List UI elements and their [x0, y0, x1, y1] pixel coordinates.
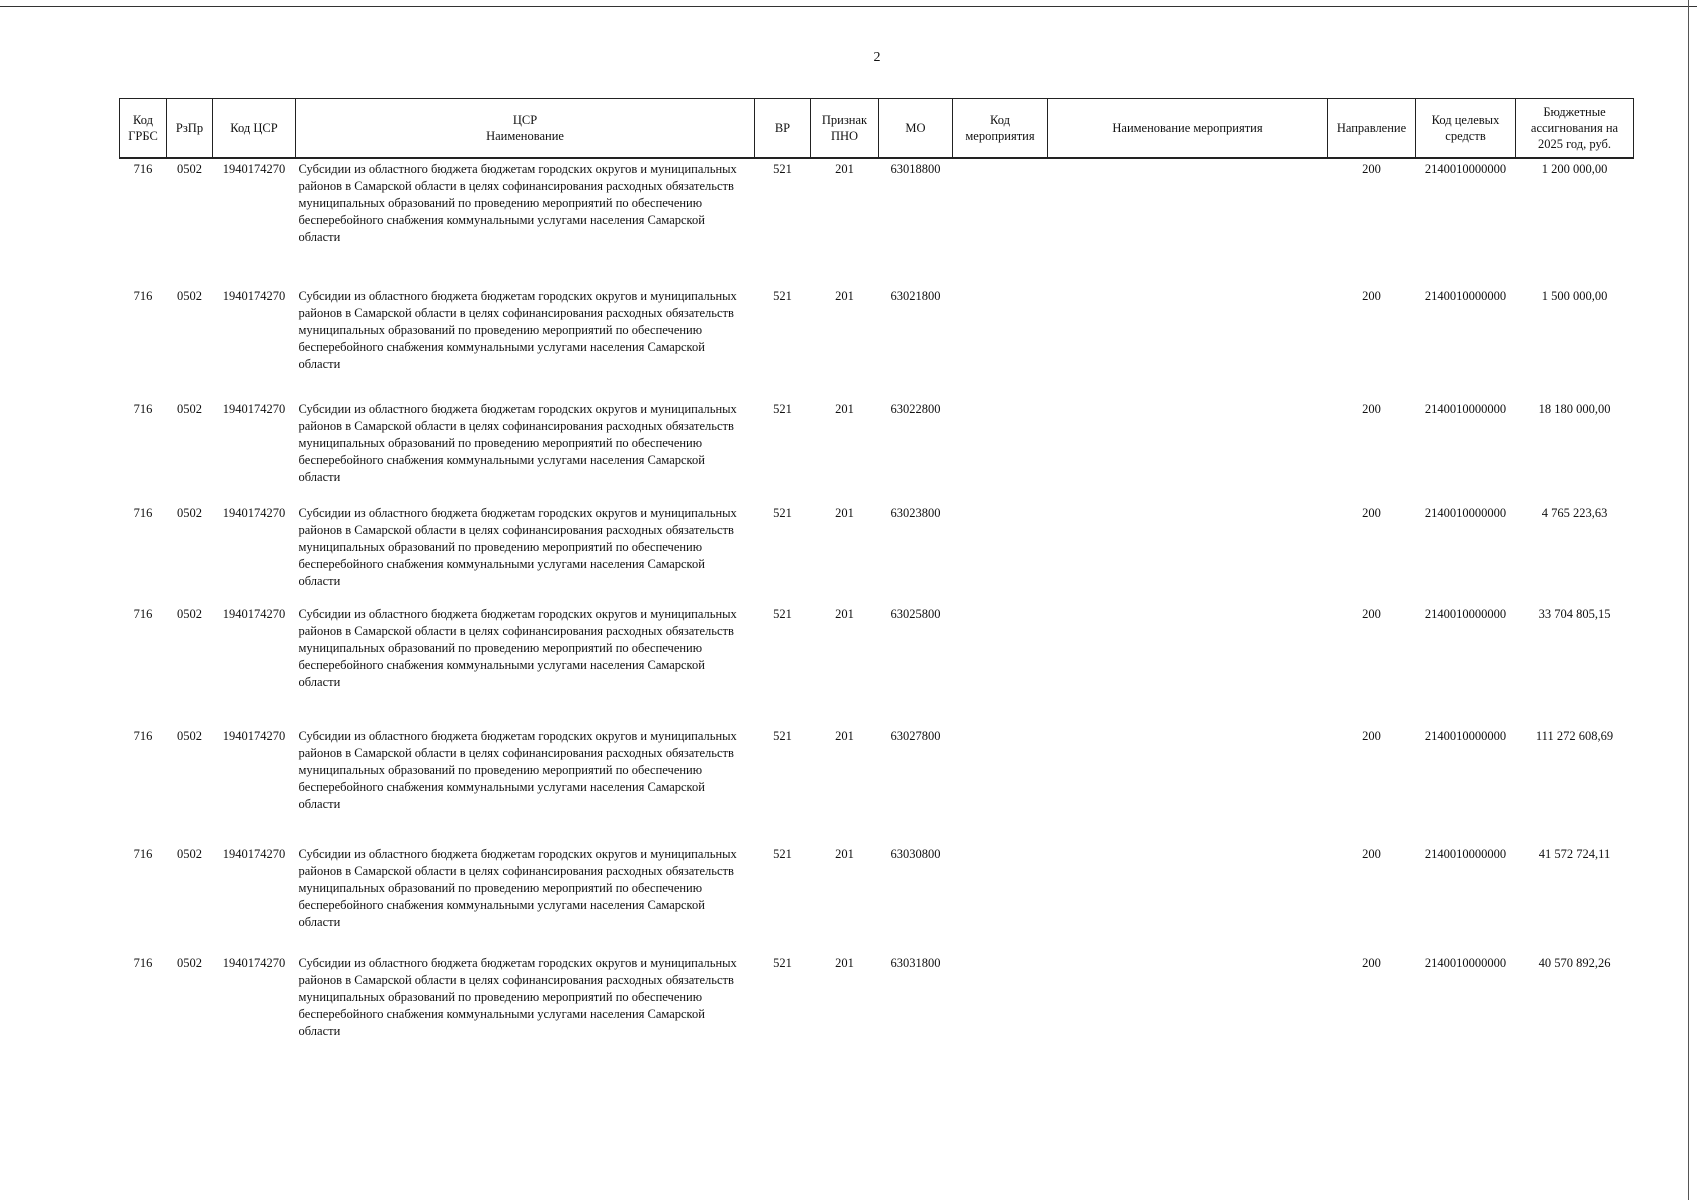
- cell-csr-code: 1940174270: [222, 162, 286, 176]
- cell-direction: 200: [1362, 162, 1381, 176]
- cell-allocation: 1 500 000,00: [1541, 289, 1608, 303]
- cell-pno: 201: [835, 402, 854, 416]
- cell-rzpr: 0502: [177, 956, 202, 970]
- page-edge: [1688, 0, 1689, 1200]
- cell-grbs: 716: [133, 506, 153, 520]
- cell-direction: 200: [1362, 956, 1381, 970]
- cell-event-code: [953, 726, 1048, 844]
- cell-csr-code: 1940174270: [222, 402, 286, 416]
- header-rzpr: РзПр: [167, 99, 213, 159]
- cell-grbs: 716: [133, 607, 153, 621]
- cell-vr: 521: [773, 729, 792, 743]
- cell-pno: 201: [835, 506, 854, 520]
- cell-direction: 200: [1362, 402, 1381, 416]
- table-row: [120, 726, 1634, 844]
- cell-rzpr: 0502: [177, 162, 202, 176]
- cell-target-code: 2140010000000: [1424, 729, 1507, 743]
- table-row: [120, 503, 1634, 604]
- cell-event-code: [953, 286, 1048, 399]
- cell-csr-code: 1940174270: [222, 506, 286, 520]
- cell-event-name: [1048, 503, 1328, 604]
- header-mo: МО: [879, 99, 953, 159]
- header-csr-name: ЦСР Наименование: [296, 99, 755, 159]
- cell-grbs: 716: [133, 162, 153, 176]
- cell-mo: 63027800: [890, 729, 941, 743]
- top-rule: [0, 6, 1697, 7]
- cell-mo: 63025800: [890, 607, 941, 621]
- cell-direction: 200: [1362, 607, 1381, 621]
- cell-pno: 201: [835, 847, 854, 861]
- cell-target-code: 2140010000000: [1424, 607, 1507, 621]
- cell-allocation: 4 765 223,63: [1541, 506, 1608, 520]
- cell-event-code: [953, 953, 1048, 1053]
- cell-mo: 63023800: [890, 506, 941, 520]
- cell-event-name: [1048, 726, 1328, 844]
- cell-allocation: 33 704 805,15: [1538, 607, 1611, 621]
- table-body: [120, 158, 1634, 1053]
- header-event-code: Код мероприятия: [953, 99, 1048, 159]
- cell-allocation: 1 200 000,00: [1541, 162, 1608, 176]
- cell-csr-name: Субсидии из областного бюджета бюджетам городских округов и муниципальных районов в Самарской области в целях софинансирования расходных обязательств муниципальных образований по проведению мероприятий по обеспечению бесперебойного снабжения коммунальными услугами населения Самарской области: [298, 607, 737, 689]
- header-direction: Направление: [1328, 99, 1416, 159]
- table-row: [120, 286, 1634, 399]
- cell-pno: 201: [835, 956, 854, 970]
- cell-vr: 521: [773, 847, 792, 861]
- cell-vr: 521: [773, 402, 792, 416]
- table-row: [120, 158, 1634, 286]
- cell-grbs: 716: [133, 956, 153, 970]
- cell-event-code: [953, 399, 1048, 503]
- cell-rzpr: 0502: [177, 289, 202, 303]
- cell-rzpr: 0502: [177, 729, 202, 743]
- cell-csr-name: Субсидии из областного бюджета бюджетам городских округов и муниципальных районов в Самарской области в целях софинансирования расходных обязательств муниципальных образований по проведению мероприятий по обеспечению бесперебойного снабжения коммунальными услугами населения Самарской области: [298, 402, 737, 484]
- cell-event-code: [953, 844, 1048, 953]
- header-pno: Признак ПНО: [811, 99, 879, 159]
- cell-mo: 63021800: [890, 289, 941, 303]
- cell-rzpr: 0502: [177, 506, 202, 520]
- cell-target-code: 2140010000000: [1424, 289, 1507, 303]
- cell-grbs: 716: [133, 729, 153, 743]
- table-row: [120, 844, 1634, 953]
- cell-allocation: 18 180 000,00: [1538, 402, 1611, 416]
- cell-vr: 521: [773, 956, 792, 970]
- cell-rzpr: 0502: [177, 607, 202, 621]
- table-header-row: [120, 99, 1634, 159]
- header-csr-code: Код ЦСР: [213, 99, 296, 159]
- cell-csr-name: Субсидии из областного бюджета бюджетам городских округов и муниципальных районов в Самарской области в целях софинансирования расходных обязательств муниципальных образований по проведению мероприятий по обеспечению бесперебойного снабжения коммунальными услугами населения Самарской области: [298, 956, 737, 1038]
- cell-event-name: [1048, 953, 1328, 1053]
- cell-csr-code: 1940174270: [222, 847, 286, 861]
- cell-csr-code: 1940174270: [222, 289, 286, 303]
- cell-mo: 63030800: [890, 847, 941, 861]
- cell-event-code: [953, 604, 1048, 726]
- header-grbs: Код ГРБС: [120, 99, 167, 159]
- cell-allocation: 41 572 724,11: [1538, 847, 1611, 861]
- header-event-name: Наименование мероприятия: [1048, 99, 1328, 159]
- table-row: [120, 604, 1634, 726]
- cell-direction: 200: [1362, 506, 1381, 520]
- cell-pno: 201: [835, 729, 854, 743]
- cell-pno: 201: [835, 607, 854, 621]
- cell-event-name: [1048, 399, 1328, 503]
- cell-target-code: 2140010000000: [1424, 506, 1507, 520]
- cell-event-name: [1048, 158, 1328, 286]
- cell-target-code: 2140010000000: [1424, 402, 1507, 416]
- cell-event-name: [1048, 604, 1328, 726]
- cell-event-code: [953, 503, 1048, 604]
- cell-mo: 63031800: [890, 956, 941, 970]
- cell-direction: 200: [1362, 847, 1381, 861]
- table-row: [120, 399, 1634, 503]
- cell-vr: 521: [773, 289, 792, 303]
- cell-csr-code: 1940174270: [222, 607, 286, 621]
- cell-csr-code: 1940174270: [222, 956, 286, 970]
- cell-pno: 201: [835, 289, 854, 303]
- cell-event-name: [1048, 286, 1328, 399]
- cell-allocation: 111 272 608,69: [1535, 729, 1614, 743]
- cell-vr: 521: [773, 607, 792, 621]
- cell-csr-name: Субсидии из областного бюджета бюджетам городских округов и муниципальных районов в Самарской области в целях софинансирования расходных обязательств муниципальных образований по проведению мероприятий по обеспечению бесперебойного снабжения коммунальными услугами населения Самарской области: [298, 289, 737, 371]
- cell-target-code: 2140010000000: [1424, 162, 1507, 176]
- page-number: 2: [873, 50, 881, 65]
- cell-pno: 201: [835, 162, 854, 176]
- cell-direction: 200: [1362, 729, 1381, 743]
- budget-allocation-table: [119, 98, 1634, 1053]
- cell-csr-name: Субсидии из областного бюджета бюджетам городских округов и муниципальных районов в Самарской области в целях софинансирования расходных обязательств муниципальных образований по проведению мероприятий по обеспечению бесперебойного снабжения коммунальными услугами населения Самарской области: [298, 162, 737, 244]
- cell-direction: 200: [1362, 289, 1381, 303]
- cell-csr-name: Субсидии из областного бюджета бюджетам городских округов и муниципальных районов в Самарской области в целях софинансирования расходных обязательств муниципальных образований по проведению мероприятий по обеспечению бесперебойного снабжения коммунальными услугами населения Самарской области: [298, 729, 737, 811]
- cell-grbs: 716: [133, 289, 153, 303]
- cell-csr-name: Субсидии из областного бюджета бюджетам городских округов и муниципальных районов в Самарской области в целях софинансирования расходных обязательств муниципальных образований по проведению мероприятий по обеспечению бесперебойного снабжения коммунальными услугами населения Самарской области: [298, 847, 737, 929]
- cell-event-code: [953, 158, 1048, 286]
- cell-allocation: 40 570 892,26: [1538, 956, 1611, 970]
- cell-csr-code: 1940174270: [222, 729, 286, 743]
- cell-grbs: 716: [133, 402, 153, 416]
- header-vr: ВР: [755, 99, 811, 159]
- cell-event-name: [1048, 844, 1328, 953]
- cell-target-code: 2140010000000: [1424, 956, 1507, 970]
- cell-csr-name: Субсидии из областного бюджета бюджетам городских округов и муниципальных районов в Самарской области в целях софинансирования расходных обязательств муниципальных образований по проведению мероприятий по обеспечению бесперебойного снабжения коммунальными услугами населения Самарской области: [298, 506, 737, 588]
- cell-rzpr: 0502: [177, 847, 202, 861]
- cell-vr: 521: [773, 506, 792, 520]
- header-allocation: Бюджетные ассигнования на 2025 год, руб.: [1516, 99, 1634, 159]
- cell-mo: 63018800: [890, 162, 941, 176]
- table-row: [120, 953, 1634, 1053]
- header-target-code: Код целевых средств: [1416, 99, 1516, 159]
- cell-grbs: 716: [133, 847, 153, 861]
- cell-mo: 63022800: [890, 402, 941, 416]
- cell-target-code: 2140010000000: [1424, 847, 1507, 861]
- cell-rzpr: 0502: [177, 402, 202, 416]
- cell-vr: 521: [773, 162, 792, 176]
